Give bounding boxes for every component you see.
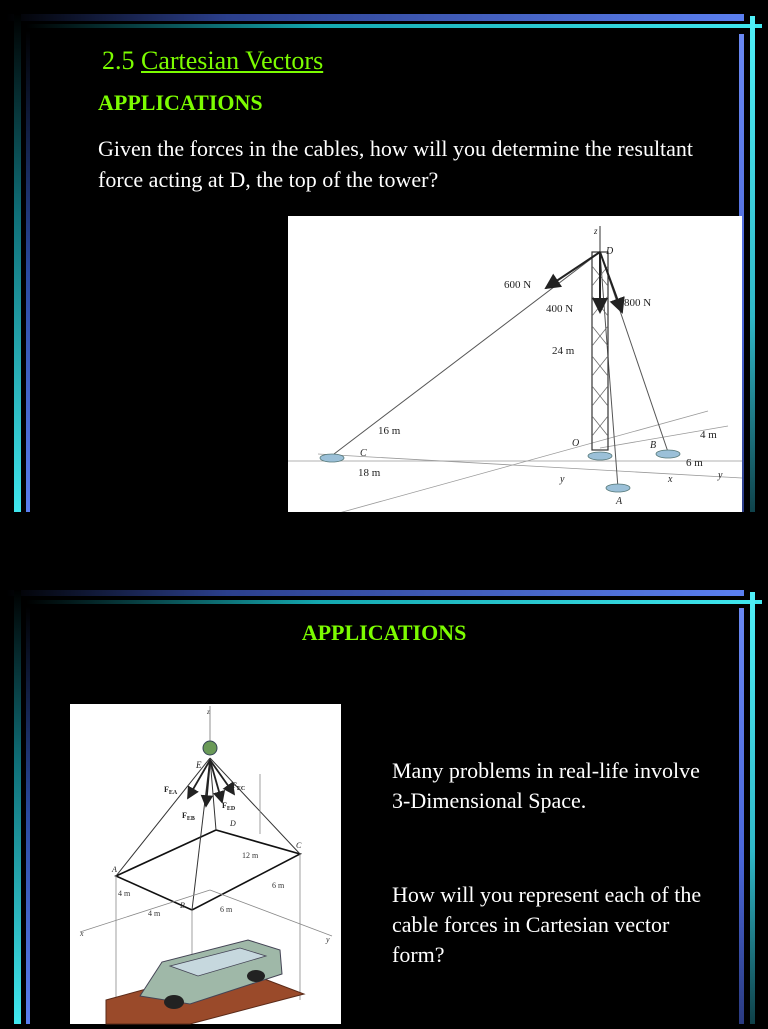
label-x-right: x — [668, 474, 673, 485]
label-6m-b: 6 m — [220, 905, 233, 914]
title-link[interactable]: Cartesian Vectors — [141, 46, 324, 75]
top-cyan-bar — [26, 600, 762, 604]
label-d: D — [606, 246, 614, 257]
crate-lift-figure — [70, 704, 341, 1024]
label-6m-a: 6 m — [272, 881, 285, 890]
label-6m: 6 m — [686, 457, 703, 469]
y-axis-line — [318, 454, 742, 478]
label-f-ed: $F_{ED}$ — [222, 801, 236, 812]
applications-heading: APPLICATIONS — [301, 620, 467, 645]
label-y-right: y — [718, 470, 723, 481]
label-f-eb: $F_{EB}$ — [182, 811, 195, 822]
title-number: 2.5 — [102, 46, 135, 75]
label-12m: 12 m — [242, 851, 259, 860]
hook — [203, 741, 217, 755]
applications-heading: APPLICATIONS — [98, 90, 263, 115]
right-blue-bar — [739, 608, 744, 1024]
label-600n: 600 N — [504, 279, 532, 291]
left-cyan-bar — [14, 14, 21, 518]
label-y: y — [326, 935, 330, 944]
label-f-ea: $F_{EA}$ — [164, 785, 178, 796]
left-cyan-bar — [14, 590, 21, 1024]
label-y-mid: y — [560, 474, 565, 485]
label-18m: 18 m — [358, 467, 381, 479]
label-x: x — [80, 929, 84, 938]
label-24m: 24 m — [552, 345, 575, 357]
top-cyan-bar — [26, 24, 762, 28]
label-b: B — [650, 440, 657, 451]
label-16m: 16 m — [378, 425, 401, 437]
top-blue-bar — [6, 14, 744, 21]
label-a: A — [112, 865, 117, 874]
intro-text: Many problems in real-life involve 3-Dimensional Space. — [392, 758, 700, 813]
question-text: How will you represent each of the cable forces in Cartesian vector form? — [392, 882, 702, 967]
right-cyan-bar — [750, 592, 755, 1024]
tower-diagram — [288, 216, 742, 524]
label-d: D — [230, 819, 236, 828]
label-c: C — [360, 448, 367, 459]
label-4m: 4 m — [700, 429, 717, 441]
top-blue-bar — [6, 590, 744, 596]
slide-title — [102, 46, 323, 76]
label-e: E — [196, 760, 202, 770]
label-c: C — [296, 841, 302, 850]
label-400n: 400 N — [546, 303, 574, 315]
label-4m-b: 4 m — [148, 909, 161, 918]
slide-2 — [0, 512, 768, 1024]
question-text: Given the forces in the cables, how will you determine the resultant force acting at D, the top of the tower? — [98, 136, 694, 192]
x-axis-line — [80, 890, 210, 932]
label-a: A — [616, 496, 623, 507]
label-b: B — [180, 901, 185, 910]
right-cyan-bar — [750, 16, 755, 516]
label-f-ec: $F_{EC}$ — [232, 781, 246, 792]
slide-1 — [0, 0, 768, 512]
label-z: z — [207, 708, 210, 716]
label-o: O — [572, 438, 580, 449]
left-blue-bar — [26, 606, 30, 1024]
force-arrow-800 — [600, 252, 622, 312]
lift-diagram — [70, 704, 341, 1024]
tower-figure — [288, 216, 742, 524]
label-800n: 800 N — [624, 297, 652, 309]
left-blue-bar — [26, 30, 30, 518]
label-4m-a: 4 m — [118, 889, 131, 898]
label-z: z — [594, 226, 598, 236]
